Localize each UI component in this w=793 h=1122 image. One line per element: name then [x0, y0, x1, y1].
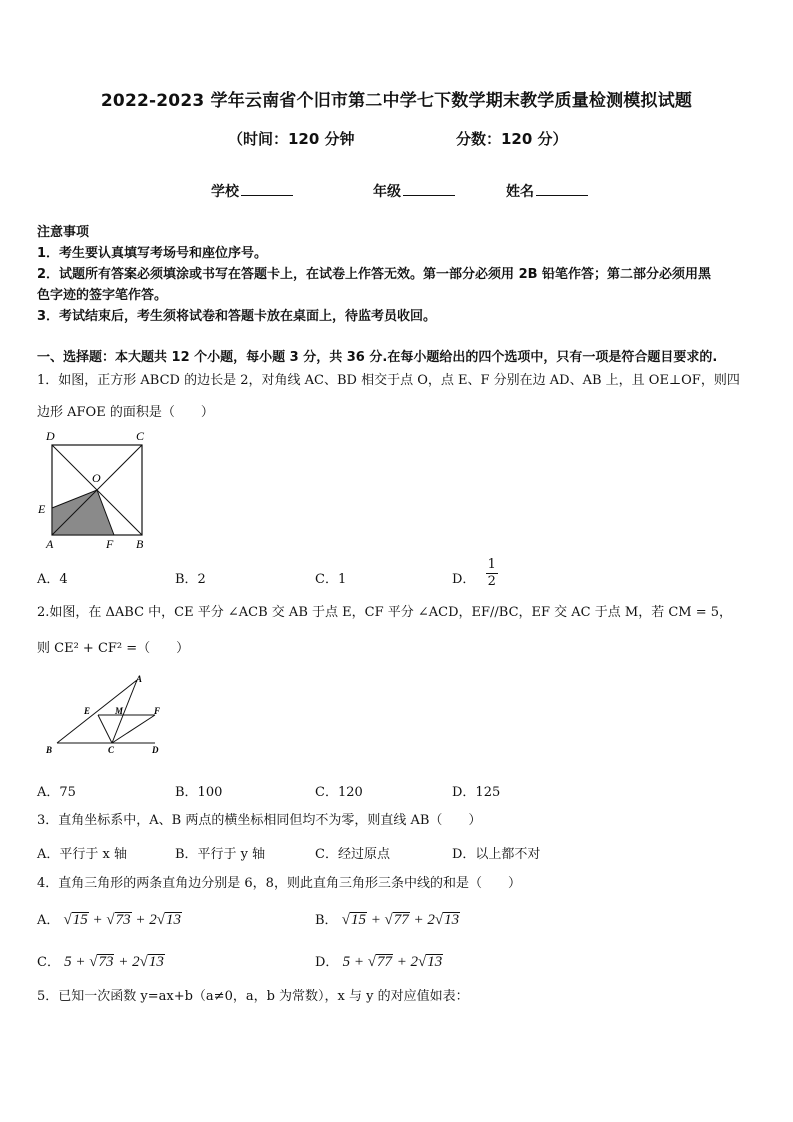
- notice-item: 色字迹的签字笔作答。: [37, 288, 168, 303]
- q4-option-c-expr: 5 + √73 + 2√13: [64, 954, 164, 970]
- radicand-3: 13: [427, 954, 443, 970]
- label-f: F: [106, 537, 114, 551]
- label-d: D: [46, 429, 55, 443]
- q1-stem-line2: 边形 AFOE 的面积是（ ）: [37, 405, 214, 420]
- lead-term: 5: [64, 954, 72, 970]
- school-blank: [241, 183, 293, 196]
- radicand-2: 77: [393, 912, 409, 928]
- exam-time: （时间：120 分钟: [228, 130, 355, 148]
- q4-option-b-expr: √15 + √77 + 2√13: [341, 912, 460, 928]
- label-e: E: [38, 502, 46, 516]
- label-b: B: [136, 537, 144, 551]
- q4-stem: 4．直角三角形的两条直角边分别是 6，8，则此直角三角形三条中线的和是（ ）: [37, 876, 521, 891]
- radicand-1: 15: [350, 912, 366, 928]
- q2-option-a[interactable]: A．75: [37, 785, 76, 800]
- q3-option-c[interactable]: C．经过原点: [315, 847, 390, 862]
- q1-option-a[interactable]: A．4: [37, 572, 68, 587]
- q1-option-b[interactable]: B．2: [175, 572, 206, 587]
- school-field[interactable]: [211, 181, 293, 201]
- label-c: C: [108, 745, 115, 755]
- q4-option-d-label: D．: [315, 955, 339, 970]
- radicand-2: 73: [115, 912, 131, 928]
- name-blank: [536, 183, 588, 196]
- radicand-1: 15: [72, 912, 88, 928]
- q1-option-d[interactable]: [452, 557, 498, 590]
- q2-option-d[interactable]: D．125: [452, 785, 501, 800]
- lead-term: 5: [342, 954, 351, 970]
- label-a: A: [136, 674, 143, 684]
- radicand-3: 13: [444, 912, 460, 928]
- radicand-3: 13: [165, 912, 181, 928]
- segment-fc: [112, 715, 155, 743]
- q4-option-b[interactable]: [315, 909, 460, 929]
- q1-option-d-label: D．: [452, 572, 476, 587]
- label-a: A: [46, 537, 54, 551]
- q2-triangle-figure: [40, 672, 170, 760]
- q3-option-b[interactable]: B．平行于 y 轴: [175, 847, 266, 862]
- q4-option-a-expr: √15 + √73 + 2√13: [63, 912, 181, 928]
- q2-stem-line1: 2.如图，在 ΔABC 中，CE 平分 ∠ACB 交 AB 于点 E，CF 平分 ∠ACD，EF//BC，EF 交 AC 于点 M，若 CM = 5，: [37, 605, 733, 620]
- notice-item: 2．试题所有答案必须填涂或书写在答题卡上，在试卷上作答无效。第一部分必须用 2B 铅笔作答；第二部分必须用黑: [37, 267, 712, 282]
- label-d: D: [152, 745, 159, 755]
- q1-stem-line1: 1．如图，正方形 ABCD 的边长是 2，对角线 AC、BD 相交于点 O，点 E、F 分别在边 AD、AB 上，且 OE⊥OF，则四: [37, 373, 740, 388]
- fraction-half: [486, 557, 498, 590]
- exam-score: 分数：120 分）: [456, 130, 568, 148]
- q4-option-a-label: A．: [37, 913, 60, 928]
- q2-option-c[interactable]: C．120: [315, 785, 363, 800]
- label-e: E: [84, 706, 91, 716]
- radicand-2: 73: [98, 954, 114, 970]
- notice-item: 3．考试结束后，考生须将试卷和答题卡放在桌面上，待监考员收回。: [37, 309, 437, 324]
- q4-option-d[interactable]: [315, 951, 443, 971]
- q4-option-b-label: B．: [315, 913, 338, 928]
- label-c: C: [136, 429, 145, 443]
- grade-field[interactable]: [373, 181, 455, 201]
- grade-blank: [403, 183, 455, 196]
- q5-stem: 5．已知一次函数 y=ax+b（a≠0，a，b 为常数），x 与 y 的对应值如表：: [37, 989, 469, 1004]
- q4-option-c[interactable]: [37, 951, 165, 971]
- label-b: B: [46, 745, 53, 755]
- name-label: 姓名: [506, 184, 534, 200]
- fraction-denominator: 2: [487, 574, 496, 589]
- q3-stem: 3．直角坐标系中，A、B 两点的横坐标相同但均不为零，则直线 AB（ ）: [37, 813, 482, 828]
- radicand-3: 13: [148, 954, 164, 970]
- q3-option-d[interactable]: D．以上都不对: [452, 847, 541, 862]
- q4-option-d-expr: 5 + √77 + 2√13: [342, 954, 443, 970]
- fraction-numerator: 1: [487, 557, 496, 572]
- label-o: O: [92, 471, 101, 485]
- segment-ec: [98, 715, 112, 743]
- name-field[interactable]: [506, 181, 588, 201]
- label-m: M: [115, 706, 124, 716]
- exam-title: 2022-2023 学年云南省个旧市第二中学七下数学期末教学质量检测模拟试题: [100, 91, 693, 111]
- school-label: 学校: [211, 184, 239, 200]
- shaded-afoe: [52, 490, 114, 535]
- label-f: F: [154, 706, 161, 716]
- q4-option-c-label: C．: [37, 955, 60, 970]
- q4-option-a[interactable]: [37, 909, 182, 929]
- q1-option-c[interactable]: C．1: [315, 572, 347, 587]
- notice-block: [37, 222, 762, 327]
- grade-label: 年级: [373, 184, 401, 200]
- q2-stem-line2: 则 CE² + CF² =（ ）: [37, 641, 190, 656]
- section-heading: 一、选择题：本大题共 12 个小题，每小题 3 分，共 36 分.在每小题给出的四个选项中，只有一项是符合题目要求的.: [37, 350, 718, 365]
- radicand-2: 77: [376, 954, 392, 970]
- q2-option-b[interactable]: B．100: [175, 785, 223, 800]
- q1-square-figure: [34, 425, 154, 553]
- notice-item: 1．考生要认真填写考场号和座位序号。: [37, 246, 268, 261]
- notice-heading: 注意事项: [37, 225, 90, 240]
- q3-option-a[interactable]: A．平行于 x 轴: [37, 847, 127, 862]
